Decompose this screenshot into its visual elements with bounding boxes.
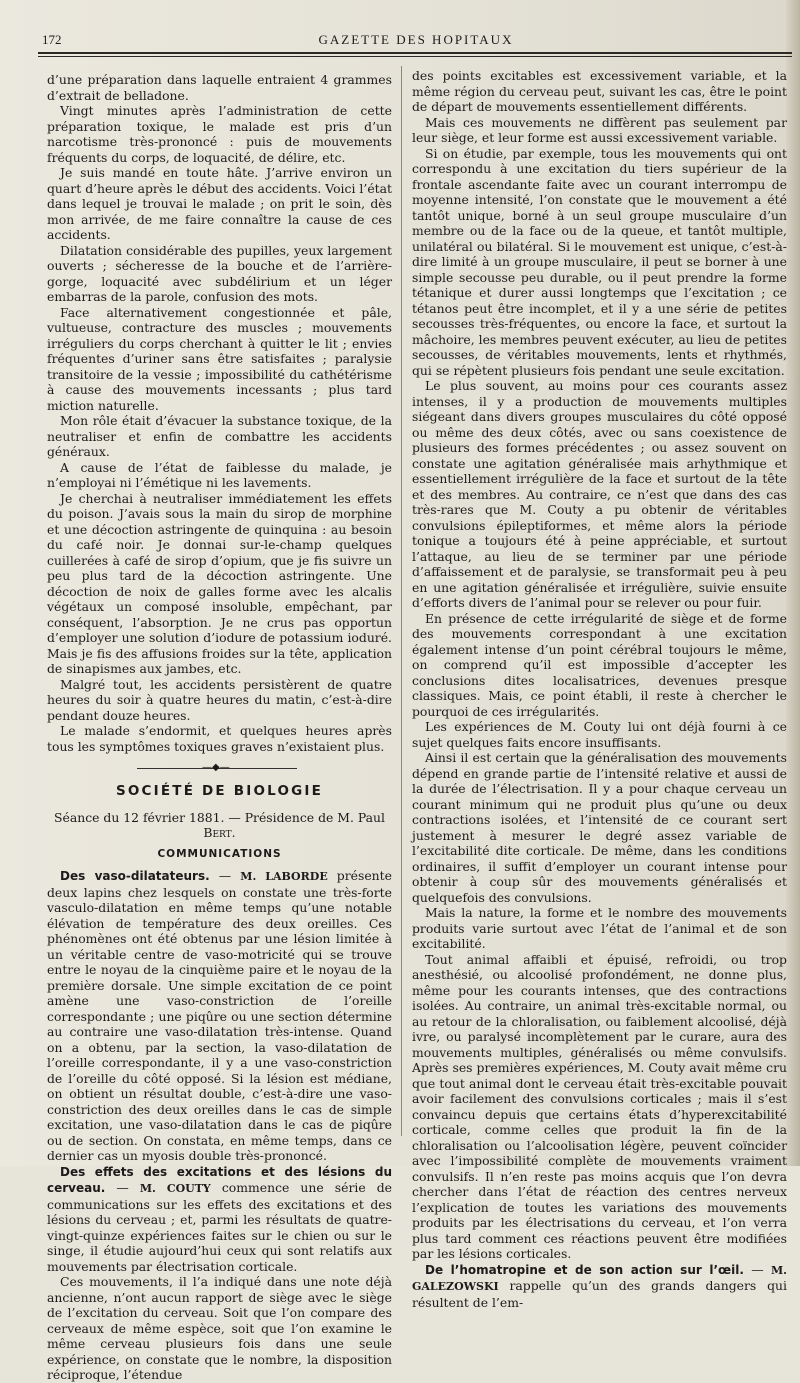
paragraph: Si on étudie, par exemple, tous les mouvements qui ont correspondu à une excitation du tiers supérieur de la frontale ascendante faite avec un courant interrompu de moyenne intensité, l’on constate que le mouvement a été tantôt unique, borné à un seul groupe musculaire d’un membre ou de la face ou de la queue, et tantôt multiple, unilatéral ou bilatéral. Si le mouvement est unique, c’est-à-dire limité à un groupe musculaire, il peut se borner à une simple secousse peu durable, ou il peut prendre la forme tétanique et durer aussi longtemps que l’excitation ; ce tétanos peut être incomplet, et il y a une série de petites secousses très-fréquentes, ou encore la face, et surtout la mâchoire, les membres peuvent exécuter, au lieu de petites secousses, de véritables mouvements, lents et rhythmés, qui se répètent plusieurs fois pendant une seule excitation. (412, 145, 787, 378)
paragraph: Je suis mandé en toute hâte. J’arrive environ un quart d’heure après le début des accidents. Voici l’état dans lequel je trouvai le malade ; on prit le soin, dès mon arrivée, de me faire connaître la cause de ces accidents. (47, 165, 392, 242)
paragraph: Mais ces mouvements ne diffèrent pas seulement par leur siège, et leur forme est aussi excessivement variable. (412, 114, 787, 145)
page-header (40, 32, 792, 50)
communication-text: présente deux lapins chez lesquels on constate une très-forte vasculo-dilatation en même temps qu’une notable élévation de température des deux oreilles. Ces phénomènes ont été obtenus par une lésion limitée à un véritable centre de vaso-motricité qui se trouve entre le noyau de la cinquième paire et le noyau de la première dorsale. Une simple excitation de ce point amène une vaso-constriction de l’oreille correspondante ; une piqûre ou une section détermine au contraire une vaso-dilatation très-intense. Quand on a obtenu, par la section, la vaso-dilatation de l’oreille correspondante, il y a une vaso-constriction de l’oreille du côté opposé. Si la lésion est médiane, on obtient un résultat double, c’est-à-dire une vaso-constriction des deux oreilles dans le cas de simple excitation, une vaso-dilatation dans le cas de piqûre ou de section. On constata, en même temps, dans ce dernier cas un myosis double très-prononcé. (47, 868, 392, 1163)
dash: — (209, 868, 241, 883)
session-line (47, 810, 392, 841)
communication-author: M. COUTY (139, 1182, 211, 1195)
paragraph: En présence de cette irrégularité de siège et de forme des mouvements correspondant à une excitation également intense d’un point cérébral toujours le même, on comprend qu’il est impossible d’accepter les conclusions dites localisatrices, devenues presque classiques. Mais, ce point établi, il reste à chercher le pourquoi de ces irrégularités. (412, 610, 787, 719)
paragraph: A cause de l’état de faiblesse du malade, je n’employai ni l’émétique ni les lavements. (47, 459, 392, 490)
separator-ornament: —◆— (202, 762, 230, 773)
session-president: Bert (203, 825, 232, 840)
communication-text: rappelle qu’un des grands dangers qui résultent de l’em- (412, 1278, 787, 1310)
paragraph: des points excitables est excessivement variable, et la même région du cerveau peut, suivant les cas, être le point de départ de mouvements essentiellement différents. (412, 68, 787, 114)
left-column (47, 72, 392, 1383)
paragraph: Malgré tout, les accidents persistèrent de quatre heures du soir à quatre heures du matin, c’est-à-dire pendant douze heures. (47, 676, 392, 723)
communications-heading: COMMUNICATIONS (157, 847, 282, 860)
communication-paragraph (412, 1262, 787, 1311)
page-number: 172 (42, 32, 62, 47)
paragraph: Face alternativement congestionnée et pâle, vultueuse, contracture des muscles ; mouvements irréguliers du corps cherchant à quitter le lit ; envies fréquentes d’uriner sans être satisfaites ; paralysie transitoire de la vessie ; impossibilité du cathétérisme à cause des mouvements incessants ; plus tard miction naturelle. (47, 304, 392, 413)
paragraph: Le plus souvent, au moins pour ces courants assez intenses, il y a production de mouvements multiples siégeant dans divers groupes musculaires du côté opposé ou même des deux côtés, avec ou sans coexistence de plusieurs des formes précédentes ; ou assez souvent on constate une agitation généralisée mais arhythmique et essentiellement irrégulière de la face et surtout de la tête et des membres. Au contraire, ce n’est que dans des cas très-rares que M. Couty a pu obtenir de véritables convulsions épileptiformes, et même alors la période tonique a toujours été à peine appréciable, et surtout l’attaque, au lieu de se terminer par une période d’affaissement et de paralysie, se transformait peu à peu en une agitation généralisée et irrégulière, suivie ensuite d’efforts divers de l’animal pour se relever ou pour fuir. (412, 378, 787, 610)
communication-paragraph (47, 1164, 392, 1275)
communication-author: M. LABORDE (240, 870, 328, 883)
dash: — (105, 1180, 140, 1195)
header-rule-thin (38, 56, 792, 57)
communication-title: Des vaso-dilatateurs. (60, 869, 210, 883)
paragraph: Je cherchai à neutraliser immédiatement les effets du poison. J’avais sous la main du sirop de morphine et une décoction astringente de quinquina : au besoin du café noir. Je donnai sur-le-champ quelques cuillerées à café de sirop d’opium, que je fis suivre un peu plus tard de la décoction astringente. Une décoction de noix de galles forme avec les alcalis végétaux un composé insoluble, empêchant, par conséquent, l’absorption. Je ne crus pas opportun d’employer une solution d’iodure de potassium ioduré. Mais je fis des affusions froides sur la tête, application de sinapismes aux jambes, etc. (47, 490, 392, 676)
communication-paragraph (47, 868, 392, 1164)
paragraph: Vingt minutes après l’administration de cette préparation toxique, le malade est pris d’un narcotisme très-prononcé : puis de mouvements fréquents du corps, de loquacité, de délire, etc. (47, 103, 392, 165)
paragraph: Mon rôle était d’évacuer la substance toxique, de la neutraliser et enfin de combattre les accidents généraux. (47, 413, 392, 459)
session-date: Séance du 12 février 1881. — Présidence de M. Paul (54, 809, 385, 825)
communication-title: De l’homatropine et de son action sur l’œil. (425, 1262, 744, 1277)
communication-author: M. GALEZOWSKI (412, 1263, 787, 1293)
paragraph: Mais la nature, la forme et le nombre des mouvements produits varie surtout avec l’état de l’animal et de son excitabilité. (412, 905, 787, 951)
session-end: . (231, 825, 236, 840)
column-divider (401, 66, 402, 1136)
section-heading: SOCIÉTÉ DE BIOLOGIE (115, 783, 324, 799)
communication-title: Des effets des excitations et des lésions du cerveau. (47, 1164, 392, 1195)
paragraph: Ainsi il est certain que la généralisation des mouvements dépend en grande partie de l’intensité relative et aussi de la durée de l’électrisation. Il y a pour chaque cerveau un courant minimum qui ne produit plus qu’une ou deux contractions isolées, et l’intensité de ce courant sert justement à mesurer le degré assez variable de l’excitabilité dite corticale. De même, dans les conditions ordinaires, il suffit d’employer un courant intense pour obtenir à coup sûr des mouvements généralisés et quelquefois des convulsions. (412, 750, 787, 905)
dash: — (743, 1261, 771, 1277)
paragraph: Les expériences de M. Couty lui ont déjà fourni à ce sujet quelques faits encore insuffisants. (412, 719, 787, 750)
right-column (412, 68, 787, 1310)
paragraph: Tout animal affaibli et épuisé, refroidi, ou trop anesthésié, ou alcoolisé profondément, ne donne plus, même pour les courants intenses, que des contractions isolées. Au contraire, un animal très-excitable normal, ou au retour de la chloralisation, ou faiblement alcoolisé, déjà ivre, ou paralysé incomplètement par le curare, aura des mouvements multiples, généralisés ou même convulsifs. Après ses premières expériences, M. Couty avait même cru que tout animal dont le cerveau était très-excitable pouvait avoir facilement des convulsions corticales ; mais il s’est convaincu depuis que certains états d’hyperexcitabilité corticale, comme celles que produit la fin de la chloralisation ou l’alcoolisation légère, peuvent coïncider avec l’impossibilité complète de mouvements vraiment convulsifs. Il n’en reste pas moins acquis que l’on devra chercher dans l’état de réaction des centres nerveux l’explication de toutes les variations des mouvements produits par les électrisations du cerveau, et l’on verra plus tard comment ces réactions peuvent être modifiées par les lésions corticales. (412, 951, 787, 1261)
header-rule-thick (38, 52, 792, 54)
paragraph: Dilatation considérable des pupilles, yeux largement ouverts ; sécheresse de la bouche et de l’arrière-gorge, loquacité avec subdélirium et un léger embarras de la parole, confusion des mots. (47, 242, 392, 304)
paragraph: Ces mouvements, il l’a indiqué dans une note déjà ancienne, n’ont aucun rapport de siège avec le siège de l’excitation du cerveau. Soit que l’on compare des cerveaux de même espèce, soit que l’on examine le même cerveau plusieurs fois dans une seule expérience, on constate que le nombre, la disposition réciproque, l’étendue (47, 1274, 392, 1382)
communication-text: commence une série de communications sur les effets des excitations et des lésions du cerveau ; et, parmi les résultats de quatre-vingt-quinze expériences faites sur le chien ou sur le singe, il étudie aujourd’hui ceux qui sont relatifs aux mouvements par électrisation corticale. (47, 1180, 392, 1274)
journal-title: GAZETTE DES HOPITAUX (318, 32, 514, 47)
page-edge-shadow (786, 0, 800, 1166)
section-separator (47, 754, 392, 782)
paragraph: Le malade s’endormit, et quelques heures après tous les symptômes toxiques graves n’existaient plus. (47, 723, 392, 754)
paragraph: d’une préparation dans laquelle entraient 4 grammes d’extrait de belladone. (47, 72, 392, 103)
